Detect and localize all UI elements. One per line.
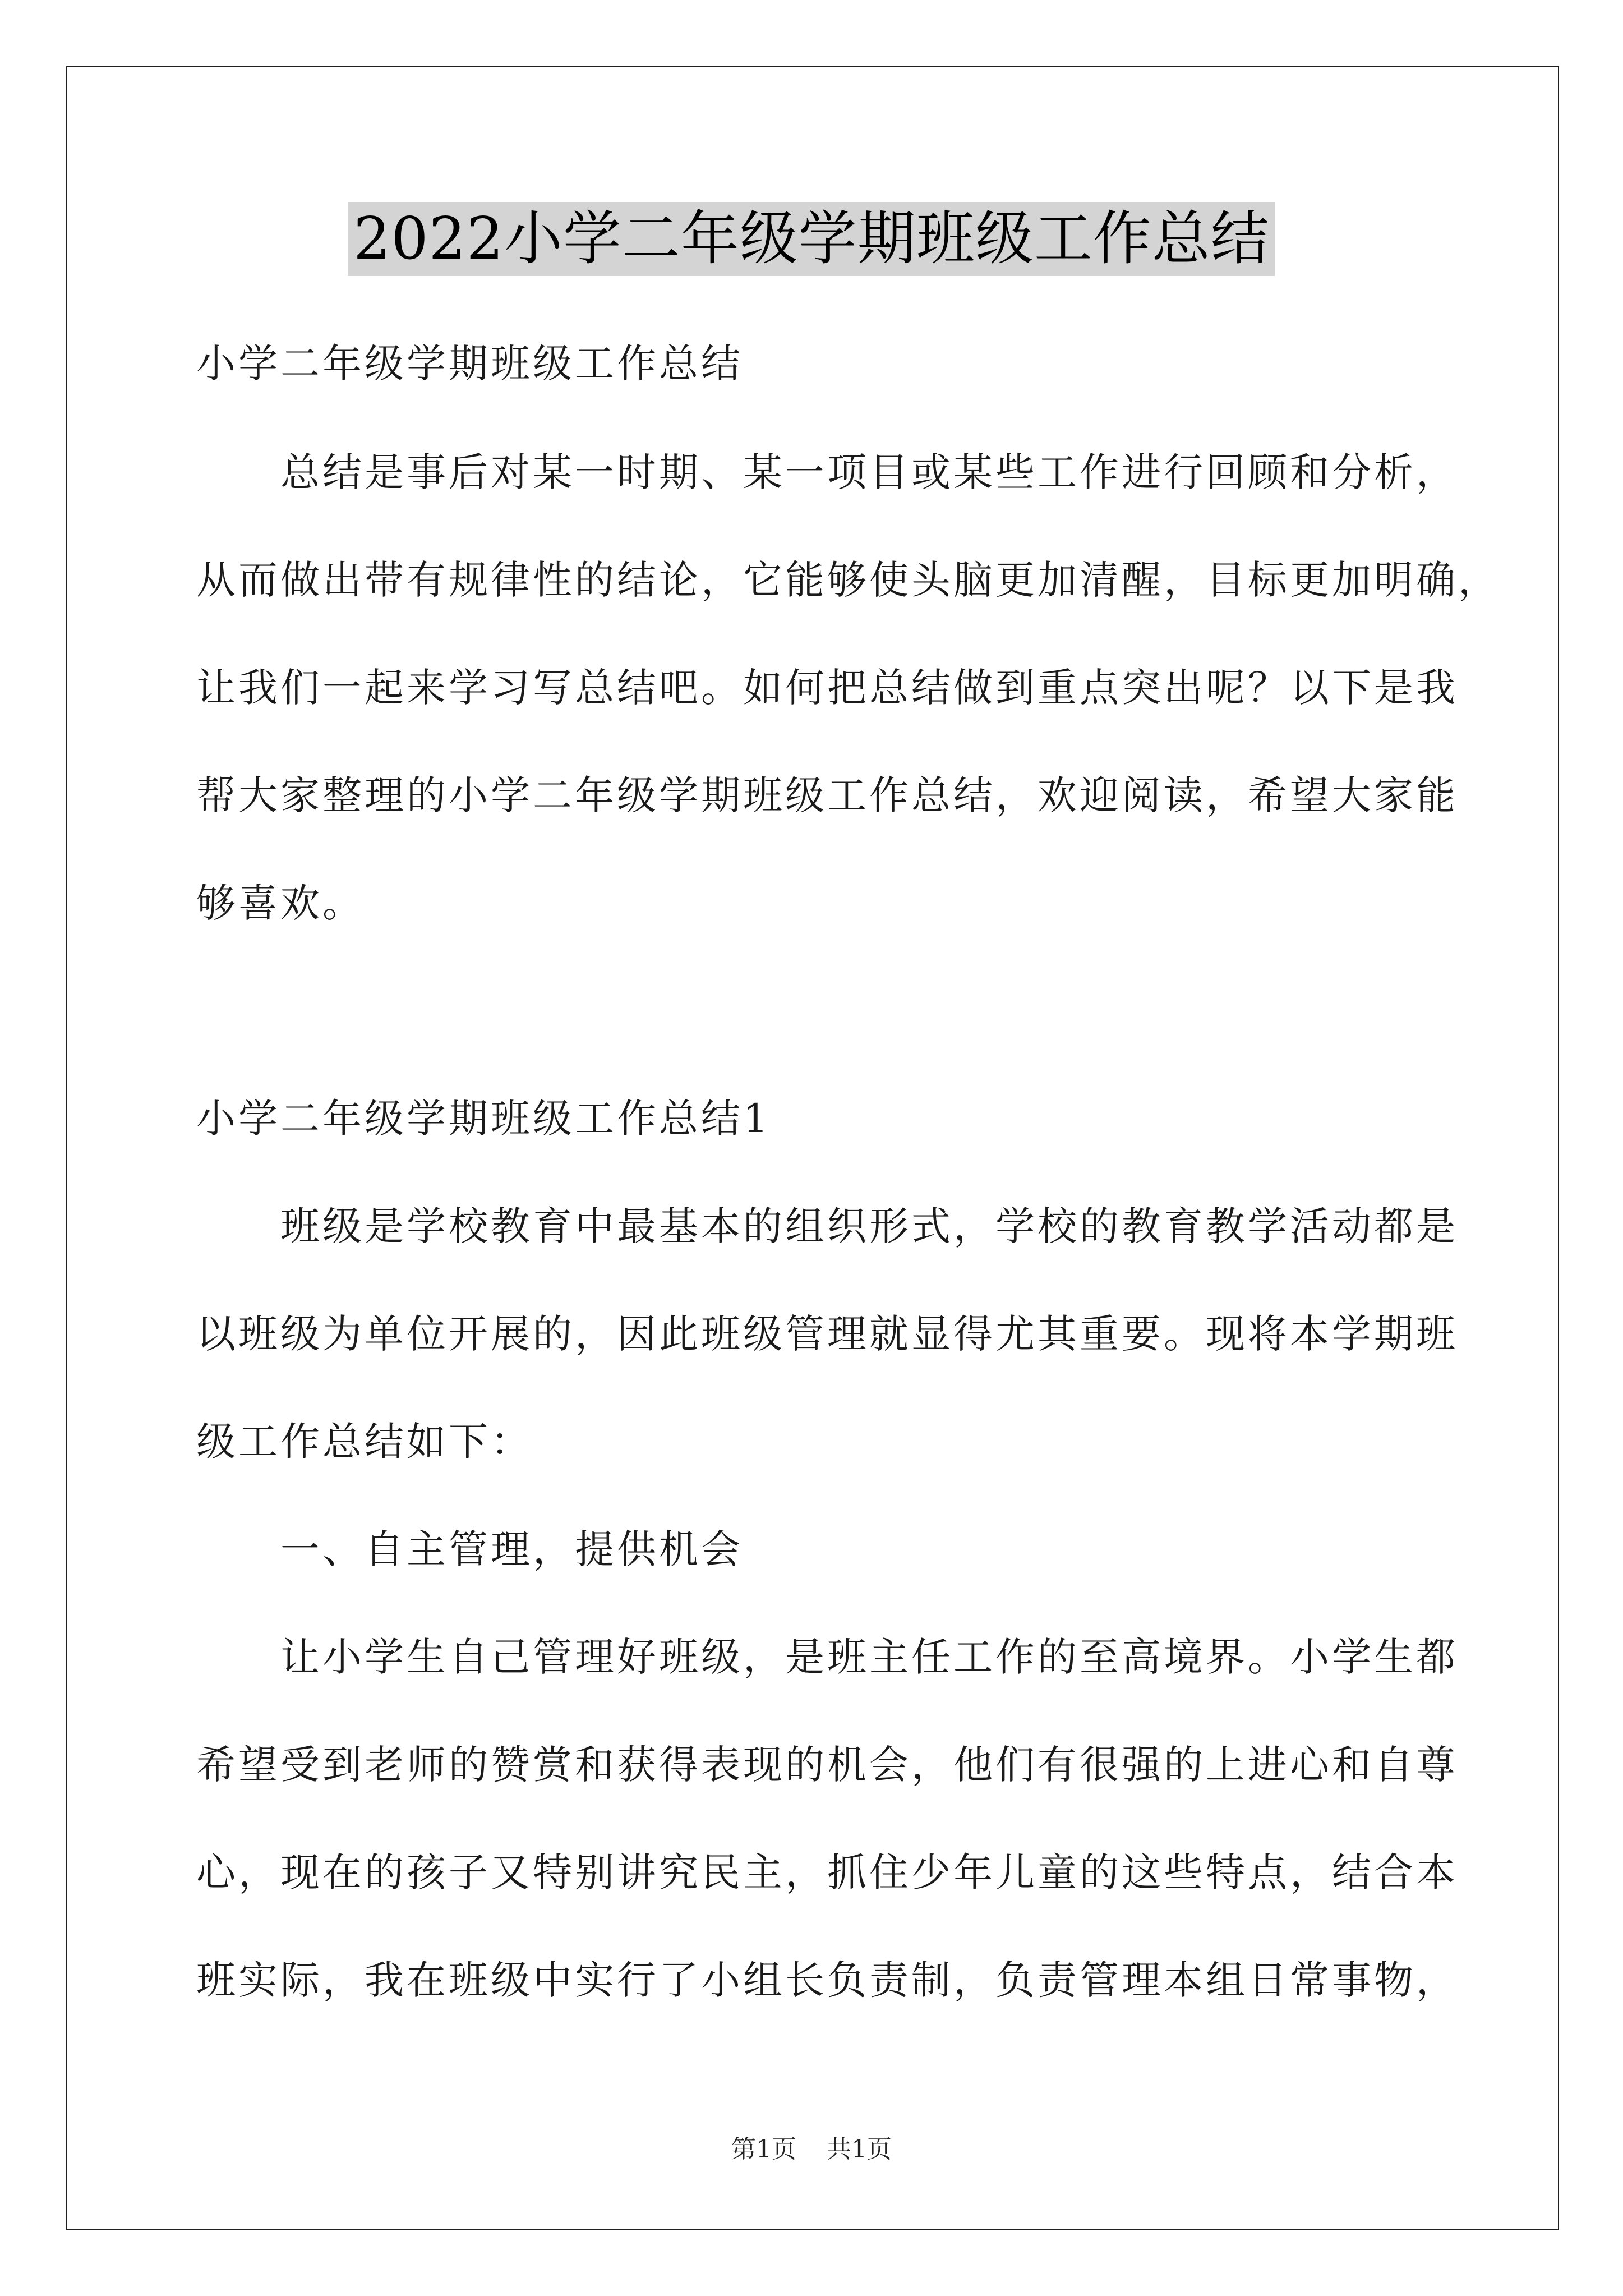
intro-line: 让我们一起来学习写总结吧。如何把总结做到重点突出呢？以下是我 (196, 665, 1458, 711)
intro-line: 从而做出带有规律性的结论，它能够使头脑更加清醒，目标更加明确， (196, 557, 1500, 603)
section-para-line: 班级是学校教育中最基本的组织形式，学校的教育教学活动都是 (280, 1203, 1458, 1249)
document-title: 2022小学二年级学期班级工作总结 (348, 202, 1275, 276)
page-number: 第1页 (731, 2135, 796, 2164)
point-heading: 一、自主管理，提供机会 (280, 1526, 743, 1572)
point-para-line: 班实际，我在班级中实行了小组长负责制，负责管理本组日常事物， (196, 1957, 1458, 2003)
section-para-line: 以班级为单位开展的，因此班级管理就显得尤其重要。现将本学期班 (196, 1311, 1458, 1357)
intro-line: 帮大家整理的小学二年级学期班级工作总结，欢迎阅读，希望大家能 (196, 772, 1458, 818)
intro-line: 总结是事后对某一时期、某一项目或某些工作进行回顾和分析， (280, 449, 1458, 495)
point-para-line: 让小学生自己管理好班级，是班主任工作的至高境界。小学生都 (280, 1634, 1458, 1680)
point-para-line: 希望受到老师的赞赏和获得表现的机会，他们有很强的上进心和自尊 (196, 1742, 1458, 1788)
section-heading: 小学二年级学期班级工作总结1 (196, 1096, 771, 1142)
intro-line: 够喜欢。 (196, 880, 365, 926)
point-para-line: 心，现在的孩子又特别讲究民主，抓住少年儿童的这些特点，结合本 (196, 1849, 1458, 1895)
page-total: 共1页 (827, 2135, 892, 2164)
title-container (0, 202, 1623, 276)
page-footer (0, 2129, 1623, 2165)
subtitle: 小学二年级学期班级工作总结 (196, 341, 743, 386)
section-para-line: 级工作总结如下： (196, 1419, 533, 1465)
document-body (196, 314, 1500, 2007)
